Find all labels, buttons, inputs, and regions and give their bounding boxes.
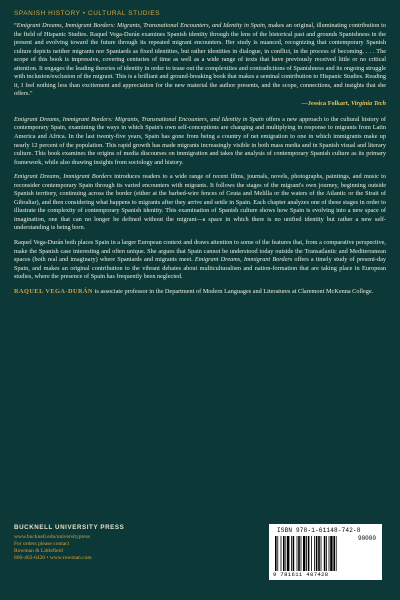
isbn-text: ISBN 978-1-61148-742-8	[277, 527, 361, 534]
review-book-title: Emigrant Dreams, Immigrant Borders: Migrants, Transnational Encounters, and Identity in Spain	[16, 22, 265, 29]
description-paragraph-3	[14, 239, 386, 282]
publisher-url: www.bucknell.edu/universitypress	[14, 534, 91, 540]
description-title-2: Emigrant Dreams, Immigrant Borders	[14, 173, 112, 181]
publisher-name: BUCKNELL UNIVERSITY PRESS	[14, 524, 125, 531]
barcode-bar	[311, 536, 312, 571]
description-paragraph-1	[14, 116, 386, 167]
barcode-bar	[287, 536, 289, 571]
barcode-bar	[336, 536, 337, 571]
barcode-bar	[293, 536, 295, 571]
description-title-3: Emigrant Dreams, Immigrant Borders	[194, 256, 293, 264]
publisher-orders: For orders please contact	[14, 541, 70, 547]
price-code: 90000	[357, 535, 376, 542]
publisher-block	[14, 524, 214, 562]
barcode-bar	[321, 536, 322, 571]
review-attribution	[14, 100, 386, 108]
barcode-bar	[303, 536, 305, 571]
barcode-bar	[283, 536, 285, 571]
reviewer-name: —Jessica Folkart,	[301, 99, 351, 107]
barcode-bar	[316, 536, 318, 571]
description-text-3: Raquel Vega-Durán both places Spain in a larger European context and draws attention to some of the features that, from a comparative perspective, make the Spanish case interesting and often unique. She argues that Spain cannot be understood today outside the Transatlantic and Mediterranean spaces (both real and imaginary) where Spaniards and migrants meet.	[14, 239, 386, 264]
barcode-bar	[306, 536, 307, 571]
barcode	[269, 524, 382, 580]
barcode-bar	[291, 536, 292, 571]
barcode-bar	[308, 536, 310, 571]
author-bio-text: is associate professor in the Department of Modern Languages and Literatures at Claremont McKenna College.	[93, 287, 374, 295]
barcode-bar	[281, 536, 282, 571]
review-text: , makes an original, illuminating contribution to the field of Hispanic Studies. Raquel Vega-Durán examines Spanish identity through the lens of the historical past and grounds Spanishness in the present and evolving toward the future through its repeated migrant encounters. Her study is nuanced, recognizing that contemporary Spanish culture depicts neither migrants nor Spaniards as fixed identities, but rather identities in dialogue, in conflict, in the process of becoming. . . . The scope of this book is impressive, covering centuries of time as well as a wide range of texts that have previously received little or no critical attention. It engages the leading theories of identity in order to tease out the complexities and contradictions of Spanishness and its ongoing struggle with inclusion/exclusion of the migrant. This is a brilliant and ground-breaking book that makes a seminal contribution to Hispanic Studies. Reading it, I feel nothing less than excitement and appreciation for the new material the author presents, and the scope, connections, and insights that she offers."	[14, 22, 386, 98]
description-title-1: Emigrant Dreams, Immigrant Borders: Migrants, Transnational Encounters, and Identity in Spain	[14, 115, 264, 123]
barcode-bar	[298, 536, 300, 571]
barcode-bar	[324, 536, 326, 571]
reviewer-institution: Virginia Tech	[350, 99, 386, 107]
barcode-bar	[326, 536, 327, 571]
category-label: SPANISH HISTORY • CULTURAL STUDIES	[14, 10, 161, 17]
barcode-bar	[275, 536, 277, 571]
barcode-bar	[301, 536, 302, 571]
barcode-bar	[333, 536, 335, 571]
barcode-bar	[318, 536, 320, 571]
barcode-bar	[314, 536, 315, 571]
barcode-bar	[285, 536, 286, 571]
description-text-3b: offers a timely study of present-day Spain, and makes an original contribution to the vibrant debates about multiculturalism and nation-formation that are taking place in European studies, where the presence of Spain has frequently been neglected.	[14, 256, 386, 281]
barcode-bar	[330, 536, 332, 571]
barcode-digits: 9 781611 487428	[273, 571, 329, 578]
author-name: RAQUEL VEGA-DURÁN	[14, 287, 94, 295]
barcode-bar	[329, 536, 330, 571]
description-text-1: offers a new approach to the cultural history of contemporary Spain, examining the ways in which Spain's own self-conceptions are changing and multiplying in response to migrants from Latin America and Africa. In the last twenty-five years, Spain has gone from being a country of net emigration to one in which immigrants make up nearly 12 percent of the population. This rapid growth has made migrants increasingly visible in both mass media and in Spanish visual and literary culture. This book examines the origins of media discourses on immigration and takes the analysis of contemporary Spanish culture as its primary framework, while also drawing insights from sociology and history.	[14, 115, 386, 166]
barcode-bars	[275, 536, 353, 571]
barcode-bar	[297, 536, 298, 571]
publisher-contact: 800-462-6420 • www.rowman.com	[14, 555, 92, 561]
description-paragraph-2	[14, 173, 386, 233]
publisher-distributor: Rowman & Littlefield	[14, 548, 63, 554]
author-bio	[14, 288, 386, 297]
description-text-2: introduces readers to a wide range of recent films, journals, novels, photographs, paintings, and music to reconsider contemporary Spain through its varied encounters with migrants. It follows the stages of the migrant's own journey, beginning outside Spanish territory, continuing across the border (either at the barbed-wire fences of Ceuta and Melilla or the waters of the Atlantic or the Strait of Gibraltar), and then considering what happens to migrants after they arrive and settle in Spain. Each chapter analyzes one of these stages in order to illustrate the complexity of contemporary Spanish identity. This examination of Spanish culture shows how Spain is evolving into a new space of imagination, one that can no longer be defined without the migrant—a space in which there is no unified identity but rather a new self-understanding is being born.	[14, 173, 386, 232]
review-quote: “Emigrant Dreams, Immigrant Borders: Migrants, Transnational Encounters, and Identity in Spain, makes an original, illuminating contribution to the field of Hispanic Studies. Raquel Vega-Durán examines Spanish identity through the lens of the historical past and grounds Spanishness in the present and evolving toward the future through its repeated migrant encounters. Her study is nuanced, recognizing that contemporary Spanish culture depicts neither migrants nor Spaniards as fixed identities, but rather identities in dialogue, in conflict, in the process of becoming. . . . The scope of this book is impressive, covering centuries of time as well as a wide range of texts that have previously received little or no critical attention. It engages the leading theories of identity in order to tease out the complexities and contradictions of Spanishness and its ongoing struggle with inclusion/exclusion of the migrant. This is a brilliant and ground-breaking book that makes a seminal contribution to Hispanic Studies. Reading it, I feel nothing less than excitement and appreciation for the new material the author presents, and the scope, connections, and insights that she offers."	[14, 22, 386, 98]
footer	[14, 524, 386, 590]
barcode-bar	[277, 536, 278, 571]
